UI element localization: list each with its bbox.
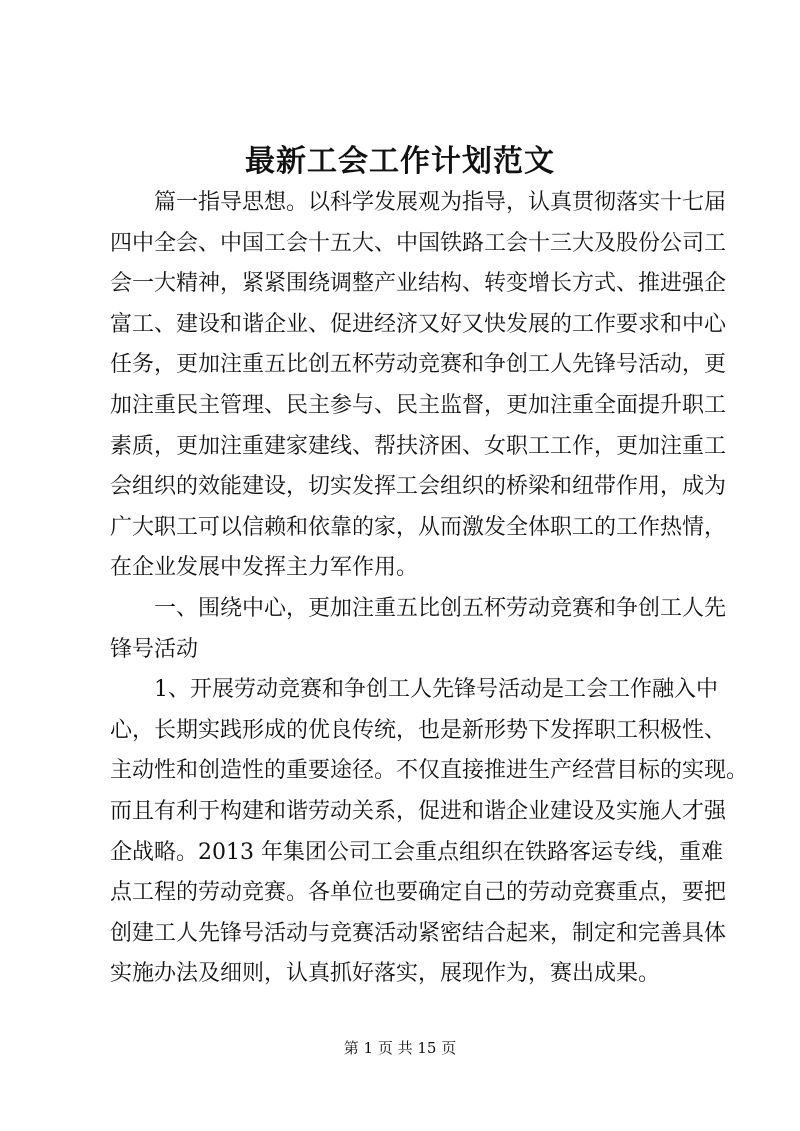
text-line: 会组织的效能建设，切实发挥工会组织的桥梁和纽带作用，成为	[110, 474, 727, 500]
text-line: 富工、建设和谐企业、促进经济又好又快发展的工作要求和中心	[110, 311, 727, 337]
page-number-footer: 第 1 页 共 15 页	[343, 1039, 457, 1057]
paragraph-item-1	[110, 670, 749, 995]
section-heading	[110, 589, 727, 670]
text-line: 1、开展劳动竞赛和争创工人先锋号活动是工会工作融入中	[154, 677, 718, 703]
text-line: 四中全会、中国工会十五大、中国铁路工会十三大及股份公司工	[110, 230, 727, 256]
text-line: 锋号活动	[110, 636, 199, 662]
text-line: 企战略。2013 年集团公司工会重点组织在铁路客运专线，重难	[110, 839, 723, 865]
text-line: 主动性和创造性的重要途径。不仅直接推进生产经营目标的实现。	[110, 758, 749, 784]
paragraph-guiding-ideology	[110, 183, 727, 589]
text-line: 素质，更加注重建家建线、帮扶济困、女职工工作，更加注重工	[110, 433, 727, 459]
text-line: 实施办法及细则，认真抓好落实，展现作为，赛出成果。	[110, 961, 661, 987]
text-line: 篇一指导思想。以科学发展观为指导，认真贯彻落实十七届	[154, 190, 727, 215]
text-line: 在企业发展中发挥主力军作用。	[110, 555, 419, 581]
text-line: 而且有利于构建和谐劳动关系，促进和谐企业建设及实施人才强	[110, 798, 727, 824]
text-line: 广大职工可以信赖和依靠的家，从而激发全体职工的工作热情，	[110, 514, 727, 540]
text-line: 会一大精神，紧紧围绕调整产业结构、转变增长方式、推进强企	[110, 271, 727, 297]
text-line: 一、围绕中心，更加注重五比创五杯劳动竞赛和争创工人先	[154, 595, 727, 621]
text-line: 点工程的劳动竞赛。各单位也要确定自己的劳动竞赛重点，要把	[110, 880, 727, 906]
text-line: 创建工人先锋号活动与竞赛活动紧密结合起来，制定和完善具体	[110, 920, 727, 946]
text-line: 心，长期实践形成的优良传统，也是新形势下发挥职工积极性、	[110, 717, 727, 743]
document-body	[110, 183, 749, 995]
text-line: 任务，更加注重五比创五杯劳动竞赛和争创工人先锋号活动，更	[110, 352, 727, 378]
document-title: 最新工会工作计划范文	[245, 144, 555, 179]
text-line: 加注重民主管理、民主参与、民主监督，更加注重全面提升职工	[110, 392, 727, 418]
